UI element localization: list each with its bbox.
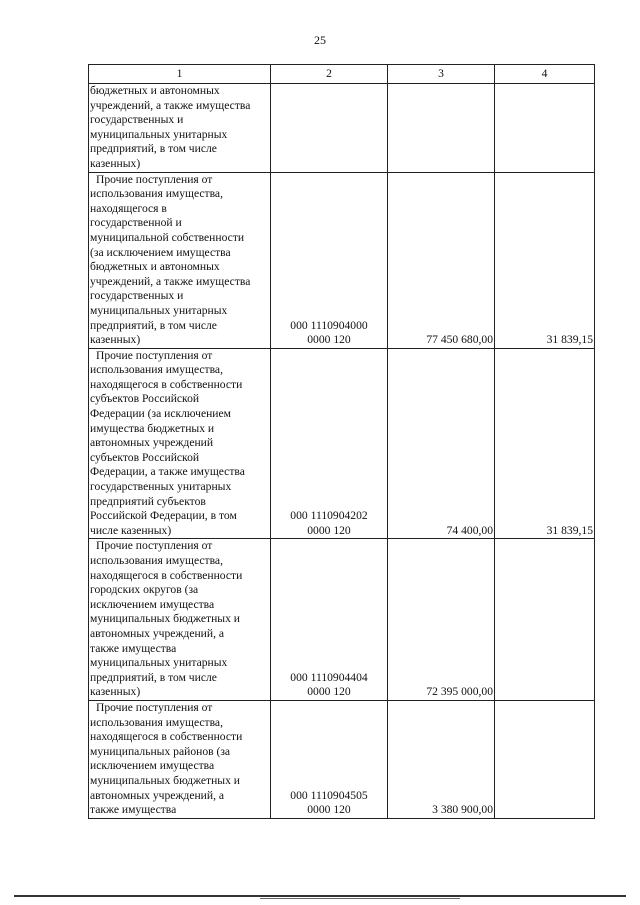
header-cell-3: 3 (388, 65, 495, 84)
row-value-col4 (495, 539, 595, 701)
row-code-cell (271, 539, 388, 701)
row-name-line (90, 333, 269, 348)
row-name-line (90, 392, 269, 407)
row-name-text: бюджетных и автономных (90, 260, 220, 274)
row-name-line (90, 202, 269, 217)
row-name-text: бюджетных и автономных (90, 84, 220, 97)
row-name-text: Федерации (за исключением (90, 407, 231, 421)
row-name-text: исключением имущества (90, 597, 215, 611)
table-row (89, 700, 595, 818)
row-name-text: числе казенных) (90, 523, 172, 537)
row-name-line (90, 524, 269, 539)
table-body (89, 65, 595, 819)
row-name-text: использования имущества, (90, 363, 223, 377)
row-value-col4: 31 839,15 (495, 348, 595, 539)
table-row (89, 348, 595, 539)
row-name-line (90, 716, 269, 731)
row-value-col3: 74 400,00 (388, 348, 495, 539)
row-name-line (90, 216, 269, 231)
row-name-text: использования имущества, (90, 187, 223, 201)
row-name-line (90, 539, 269, 554)
row-name-text: также имущества (90, 803, 177, 817)
row-name-text: казенных) (90, 685, 141, 699)
row-name-text: субъектов Российской (90, 392, 200, 406)
row-name-line (90, 349, 269, 364)
row-name-text: муниципальных районов (за (90, 744, 231, 758)
row-code-cell (271, 700, 388, 818)
row-name-text: предприятий, в том числе (90, 142, 217, 156)
header-cell-4: 4 (495, 65, 595, 84)
row-name-line (90, 598, 269, 613)
row-name-line (90, 656, 269, 671)
table-row (89, 84, 595, 173)
row-name-line (90, 569, 269, 584)
row-name-line (90, 451, 269, 466)
row-name-line (90, 319, 269, 334)
row-name-line (90, 275, 269, 290)
row-name-text: казенных) (90, 156, 141, 170)
row-name-line (90, 480, 269, 495)
row-value-col4: 31 839,15 (495, 172, 595, 348)
row-name-text: находящегося в (90, 201, 167, 215)
row-name-text: предприятий субъектов (90, 494, 206, 508)
row-name-text: муниципальных бюджетных и (90, 773, 240, 787)
row-name-line (90, 701, 269, 716)
row-name-text: находящегося в собственности (90, 568, 243, 582)
row-name-text: государственных унитарных (90, 480, 232, 494)
row-name-line (90, 583, 269, 598)
row-name-text: учреждений, а также имущества (90, 274, 251, 288)
row-name-text: Федерации, а также имущества (90, 465, 245, 479)
row-name-text: автономных учреждений, а (90, 626, 225, 640)
row-name-line (90, 407, 269, 422)
row-name-line (90, 304, 269, 319)
row-name-text: Прочие поступления от (96, 348, 213, 362)
row-name-cell (89, 700, 271, 818)
row-name-line (90, 142, 269, 157)
row-name-line (90, 627, 269, 642)
row-name-line (90, 378, 269, 393)
row-value-col3 (388, 84, 495, 173)
row-name-text: имущества бюджетных и (90, 421, 215, 435)
table-row (89, 539, 595, 701)
row-name-text: муниципальных унитарных (90, 127, 228, 141)
row-name-line (90, 642, 269, 657)
row-name-line (90, 730, 269, 745)
row-name-line (90, 509, 269, 524)
table-row (89, 172, 595, 348)
row-code-line: 0000 120 (307, 685, 351, 699)
row-name-text: Прочие поступления от (96, 172, 213, 186)
row-name-text: городских округов (за (90, 583, 199, 597)
page-number: 25 (314, 33, 326, 47)
row-name-line (90, 612, 269, 627)
header-cell-2: 2 (271, 65, 388, 84)
row-name-cell (89, 172, 271, 348)
row-name-line (90, 774, 269, 789)
row-name-line (90, 187, 269, 202)
row-code-line: 000 1110904202 (290, 509, 368, 523)
table-header-row (89, 65, 595, 84)
row-value-col3: 77 450 680,00 (388, 172, 495, 348)
row-name-text: предприятий, в том числе (90, 670, 217, 684)
row-name-line (90, 231, 269, 246)
row-name-text: предприятий, в том числе (90, 318, 217, 332)
row-name-text: автономных учреждений, а (90, 788, 225, 802)
row-name-line (90, 84, 269, 99)
row-name-text: Российской Федерации, в том (90, 509, 237, 523)
row-name-text: государственной и (90, 216, 182, 230)
row-value-col4 (495, 84, 595, 173)
row-name-line (90, 554, 269, 569)
row-name-line (90, 495, 269, 510)
row-name-text: казенных) (90, 333, 141, 347)
bottom-scan-line (14, 895, 626, 897)
row-value-col3: 3 380 900,00 (388, 700, 495, 818)
row-name-line (90, 113, 269, 128)
row-name-text: муниципальных бюджетных и (90, 612, 240, 626)
row-name-line (90, 436, 269, 451)
row-name-line (90, 363, 269, 378)
row-code-cell (271, 172, 388, 348)
row-name-line (90, 260, 269, 275)
row-name-text: находящегося в собственности (90, 730, 243, 744)
row-name-text: муниципальных унитарных (90, 303, 228, 317)
row-name-line (90, 173, 269, 188)
row-code-line: 0000 120 (307, 333, 351, 347)
revenue-table (88, 64, 595, 819)
row-name-text: использования имущества, (90, 554, 223, 567)
row-code-line: 000 1110904000 (290, 318, 368, 332)
row-name-text: субъектов Российской (90, 450, 200, 464)
row-name-line (90, 745, 269, 760)
row-name-line (90, 422, 269, 437)
row-value-col3: 72 395 000,00 (388, 539, 495, 701)
row-name-line (90, 789, 269, 804)
row-code-cell (271, 348, 388, 539)
header-cell-1: 1 (89, 65, 271, 84)
row-name-text: исключением имущества (90, 759, 215, 773)
row-name-text: муниципальной собственности (90, 230, 245, 244)
row-name-text: государственных и (90, 289, 184, 303)
row-name-text: муниципальных унитарных (90, 656, 228, 670)
row-name-text: находящегося в собственности (90, 377, 243, 391)
row-code-line: 0000 120 (307, 523, 351, 537)
row-code-line: 0000 120 (307, 803, 351, 817)
row-name-text: использования имущества, (90, 715, 223, 729)
row-name-text: также имущества (90, 641, 177, 655)
row-name-cell (89, 539, 271, 701)
row-name-line (90, 128, 269, 143)
row-name-line (90, 157, 269, 172)
row-code-line: 000 1110904505 (290, 788, 368, 802)
row-name-line (90, 759, 269, 774)
row-name-line (90, 246, 269, 261)
row-name-cell (89, 348, 271, 539)
row-name-line (90, 99, 269, 114)
row-name-cell (89, 84, 271, 173)
row-value-col4 (495, 700, 595, 818)
row-name-text: государственных и (90, 113, 184, 127)
row-name-text: (за исключением имущества (90, 245, 231, 259)
row-name-text: учреждений, а также имущества (90, 98, 251, 112)
row-name-text: Прочие поступления от (96, 700, 213, 714)
row-name-line (90, 465, 269, 480)
bottom-scan-line-thin (260, 898, 460, 899)
row-name-line (90, 289, 269, 304)
row-name-text: автономных учреждений (90, 436, 214, 450)
row-code-cell (271, 84, 388, 173)
row-name-text: Прочие поступления от (96, 539, 213, 553)
row-name-line (90, 685, 269, 700)
row-code-line: 000 1110904404 (290, 670, 368, 684)
row-name-line (90, 803, 269, 818)
row-name-line (90, 671, 269, 686)
